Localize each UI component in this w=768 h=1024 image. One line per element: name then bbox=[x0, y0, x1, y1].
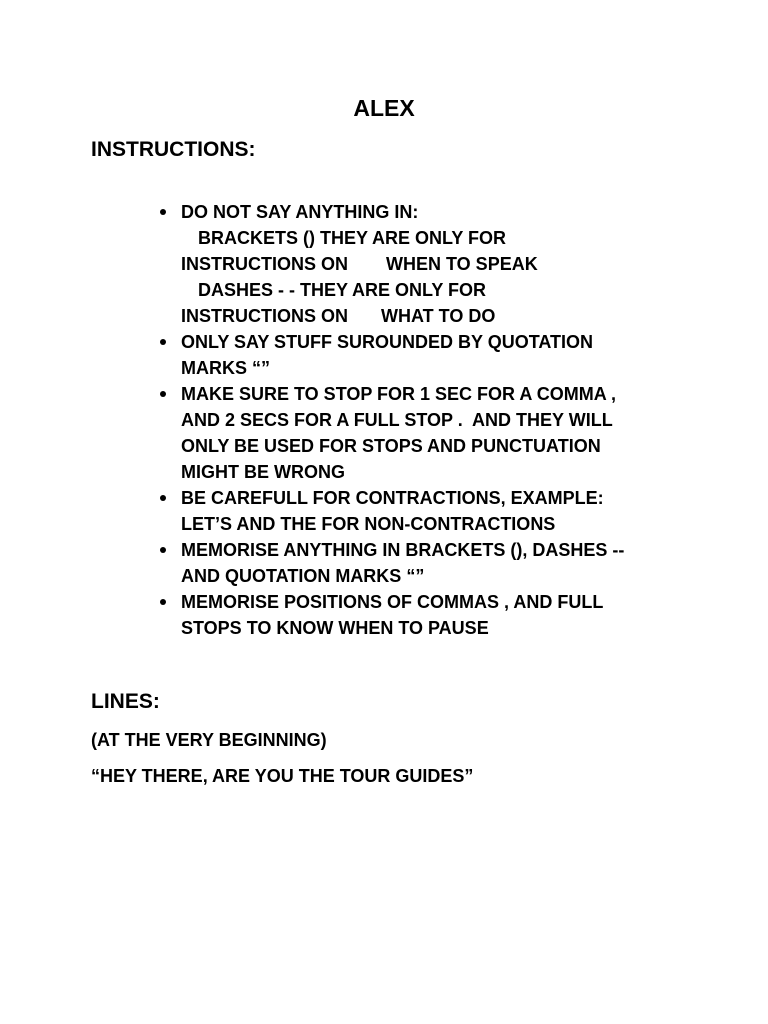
bullet-text-line: ONLY BE USED FOR STOPS AND PUNCTUATION bbox=[181, 436, 601, 456]
bullet-text-segment: INSTRUCTIONS ON bbox=[181, 306, 349, 326]
lines-heading: LINES: bbox=[91, 690, 160, 713]
bullet-text-line: MAKE SURE TO STOP FOR 1 SEC FOR A COMMA , bbox=[181, 384, 617, 404]
list-item bbox=[160, 329, 740, 381]
dialogue-line: “HEY THERE, ARE YOU THE TOUR GUIDES” bbox=[91, 766, 474, 786]
bullet-text-line: LET’S AND THE FOR NON-CONTRACTIONS bbox=[181, 514, 556, 534]
list-item bbox=[160, 589, 740, 641]
list-item bbox=[160, 199, 740, 329]
bullet-icon bbox=[160, 547, 166, 553]
bullet-text-segment: WHAT TO DO bbox=[381, 306, 496, 326]
stage-direction: (AT THE VERY BEGINNING) bbox=[91, 730, 327, 750]
list-item bbox=[160, 537, 740, 589]
list-item bbox=[160, 381, 740, 485]
list-item bbox=[160, 485, 740, 537]
bullet-text-segment: WHEN TO SPEAK bbox=[386, 254, 538, 274]
document-title: ALEX bbox=[353, 95, 415, 121]
bullet-text-line: MEMORISE ANYTHING IN BRACKETS (), DASHES -- bbox=[181, 540, 625, 560]
bullet-text-line: MARKS “” bbox=[181, 358, 270, 378]
bullet-text-line: MEMORISE POSITIONS OF COMMAS , AND FULL bbox=[181, 592, 604, 612]
bullet-icon bbox=[160, 599, 166, 605]
bullet-text-line: ONLY SAY STUFF SUROUNDED BY QUOTATION bbox=[181, 332, 594, 352]
bullet-text-line bbox=[181, 303, 740, 329]
bullet-icon bbox=[160, 339, 166, 345]
bullet-text-segment: INSTRUCTIONS ON bbox=[181, 254, 349, 274]
bullet-icon bbox=[160, 391, 166, 397]
instructions-list bbox=[160, 199, 740, 641]
bullet-icon bbox=[160, 495, 166, 501]
bullet-text-line: DO NOT SAY ANYTHING IN: bbox=[181, 202, 419, 222]
bullet-text-line: AND QUOTATION MARKS “” bbox=[181, 566, 425, 586]
bullet-icon bbox=[160, 209, 166, 215]
bullet-text-line: BE CAREFULL FOR CONTRACTIONS, EXAMPLE: bbox=[181, 488, 604, 508]
bullet-text-line bbox=[181, 251, 740, 277]
instructions-heading: INSTRUCTIONS: bbox=[91, 138, 256, 161]
bullet-text-line: DASHES - - THEY ARE ONLY FOR bbox=[198, 280, 487, 300]
bullet-text-line: AND 2 SECS FOR A FULL STOP . AND THEY WILL bbox=[181, 410, 613, 430]
bullet-text-line: STOPS TO KNOW WHEN TO PAUSE bbox=[181, 618, 489, 638]
bullet-text-line: BRACKETS () THEY ARE ONLY FOR bbox=[198, 228, 507, 248]
bullet-text-line: MIGHT BE WRONG bbox=[181, 462, 345, 482]
